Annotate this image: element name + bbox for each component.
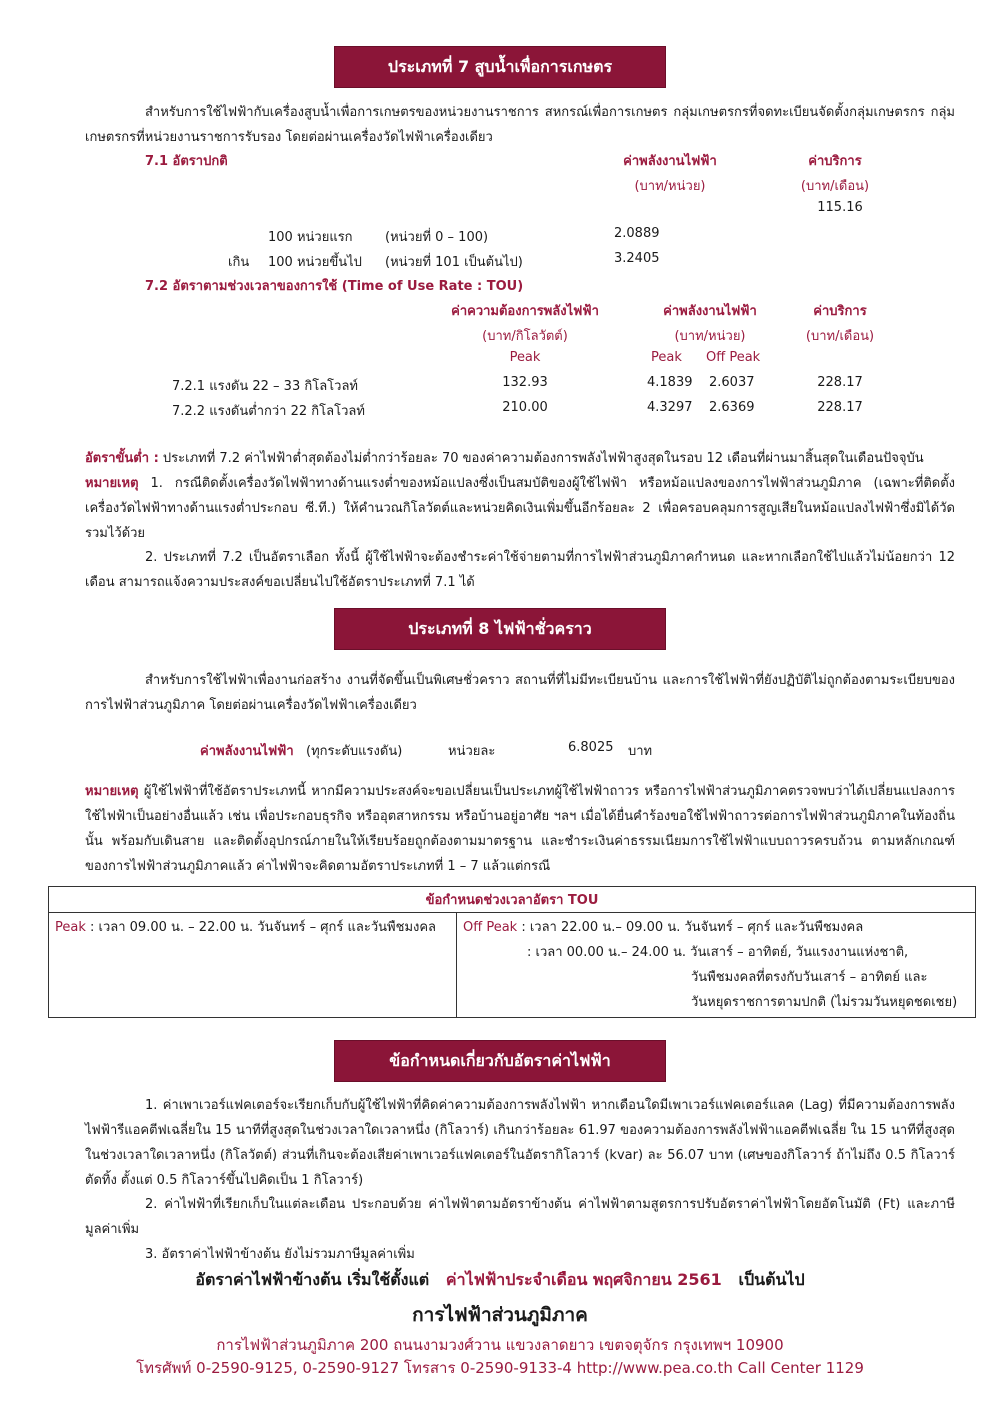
s72-row1-demand: 132.93: [502, 375, 548, 390]
footer-org: การไฟฟ้าส่วนภูมิภาค: [412, 1304, 588, 1326]
type8-note-label: หมายเหตุ: [85, 784, 139, 799]
s72-row1-offpeak: 2.6037: [709, 375, 755, 390]
tou-peak-cell: [49, 913, 457, 1018]
type8-intro: สำหรับการใช้ไฟฟ้าเพื่องานก่อสร้าง งานที่จัดขึ้นเป็นพิเศษชั่วคราว สถานที่ที่ไม่มีทะเบียนบ้าน และการใช้ไฟฟ้าที่ยังปฏิบัติไม่ถูกต้องตามระเบียบของการไฟฟ้าส่วนภูมิภาค โดยต่อผ่านเครื่องวัดไฟฟ้าเครื่องเดียว: [85, 673, 955, 713]
s72-demand-header: ค่าความต้องการพลังไฟฟ้า: [451, 304, 599, 319]
tou-offpeak-line4: วันหยุดราชการตามปกติ (ไม่รวมวันหยุดชดเชย): [691, 995, 958, 1010]
min-rate-text: ประเภทที่ 7.2 ค่าไฟฟ้าต่ำสุดต้องไม่ต่ำกว่าร้อยละ 70 ของค่าความต้องการพลังไฟฟ้าสูงสุดในรอบ 12 เดือนที่ผ่านมาสิ้นสุดในเดือนปัจจุบัน: [158, 451, 924, 466]
s72-energy-unit: (บาท/หน่วย): [674, 329, 746, 344]
footer-address: การไฟฟ้าส่วนภูมิภาค 200 ถนนงามวงศ์วาน แขวงลาดยาว เขตจตุจักร กรุงเทพฯ 10900: [216, 1336, 784, 1354]
type7-min-rate: [85, 446, 955, 471]
tou-table: [48, 886, 976, 1018]
s72-demand-sub: Peak: [509, 350, 541, 365]
tou-offpeak-line3: วันพืชมงคลที่ตรงกับวันเสาร์ – อาทิตย์ และ: [691, 970, 928, 985]
type8-energy-scope: (ทุกระดับแรงดัน): [306, 744, 403, 759]
type8-energy-per: หน่วยละ: [448, 744, 496, 759]
type8-heading-banner: [334, 608, 666, 650]
type7-heading: ประเภทที่ 7 สูบน้ำเพื่อการเกษตร: [387, 56, 613, 76]
type7-heading-banner: [334, 46, 666, 88]
s72-service-unit: (บาท/เดือน): [805, 329, 875, 344]
s71-row2-range: (หน่วยที่ 101 เป็นต้นไป): [385, 255, 523, 270]
s71-row1-rate: 2.0889: [614, 226, 660, 241]
s71-row2-rate: 3.2405: [614, 251, 660, 266]
tou-offpeak-label: Off Peak: [463, 920, 518, 935]
s71-row2-label: 100 หน่วยขึ้นไป: [268, 255, 362, 270]
s72-row1-service: 228.17: [817, 375, 863, 390]
effective-line: [0, 1268, 1000, 1293]
type7-note2: 2. ประเภทที่ 7.2 เป็นอัตราเลือก ทั้งนี้ ผู้ใช้ไฟฟ้าจะต้องชำระค่าใช้จ่ายตามที่การไฟฟ้าส่วนภูมิภาคกำหนด และหากเลือกใช้ไปแล้วไม่น้อยกว่า 12 เดือน สามารถแจ้งความประสงค์ขอเปลี่ยนไปใช้อัตราประเภทที่ 7.1 ได้: [85, 550, 955, 590]
s71-row1-range: (หน่วยที่ 0 – 100): [385, 230, 489, 245]
s72-energy-header: ค่าพลังงานไฟฟ้า: [663, 304, 757, 319]
s72-demand-unit: (บาท/กิโลวัตต์): [482, 329, 568, 344]
s72-energy-sub-offpeak: Off Peak: [706, 350, 761, 365]
tou-peak-text: : เวลา 09.00 น. – 22.00 น. วันจันทร์ – ศุกร์ และวันพืชมงคล: [85, 920, 437, 935]
s72-row1-label: 7.2.1 แรงดัน 22 – 33 กิโลโวลท์: [172, 379, 358, 394]
terms-heading-banner: [334, 1040, 666, 1082]
s71-row2-prefix: เกิน: [228, 255, 250, 270]
terms-heading: ข้อกำหนดเกี่ยวกับอัตราค่าไฟฟ้า: [389, 1050, 611, 1070]
type8-energy-label: ค่าพลังงานไฟฟ้า: [200, 744, 294, 759]
type7-note-label: หมายเหตุ: [85, 476, 139, 491]
type8-note: [85, 779, 955, 879]
terms-item1: 1. ค่าเพาเวอร์แฟคเตอร์จะเรียกเก็บกับผู้ใช้ไฟฟ้าที่คิดค่าความต้องการพลังไฟฟ้า หากเดือนใดมีเพาเวอร์แฟคเตอร์แลค (Lag) ที่มีความต้องการพลังไฟฟ้ารีแอคตีฟเฉลี่ยใน 15 นาทีที่สูงสุดในช่วงเวลาใดเวลาหนึ่ง (กิโลวาร์) เกินกว่าร้อยละ 61.97 ของความต้องการพลังไฟฟ้าแอคตีฟเฉลี่ย ใน 15 นาทีที่สูงสุดในช่วงเวลาใดเวลาหนึ่ง (กิโลวัตต์) ส่วนที่เกินจะต้องเสียค่าเพาเวอร์แฟคเตอร์ในอัตรากิโลวาร์ (kvar) ละ 56.07 บาท (เศษของกิโลวาร์ ถ้าไม่ถึง 0.5 กิโลวาร์ตัดทิ้ง ตั้งแต่ 0.5 กิโลวาร์ขึ้นไปคิดเป็น 1 กิโลวาร์): [85, 1098, 955, 1188]
s72-service-header: ค่าบริการ: [813, 304, 867, 319]
footer-contact: โทรศัพท์ 0-2590-9125, 0-2590-9127 โทรสาร 0-2590-9133-4 http://www.pea.co.th Call Center 1129: [136, 1359, 864, 1377]
s72-row2-offpeak: 2.6369: [709, 400, 755, 415]
terms-item2: 2. ค่าไฟฟ้าที่เรียกเก็บในแต่ละเดือน ประกอบด้วย ค่าไฟฟ้าตามอัตราข้างต้น ค่าไฟฟ้าตามสูตรการปรับอัตราค่าไฟฟ้าโดยอัตโนมัติ (Ft) และภาษีมูลค่าเพิ่ม: [85, 1197, 955, 1237]
s71-energy-header: ค่าพลังงานไฟฟ้า: [623, 154, 717, 169]
type8-note-text: ผู้ใช้ไฟฟ้าที่ใช้อัตราประเภทนี้ หากมีความประสงค์จะขอเปลี่ยนเป็นประเภทผู้ใช้ไฟฟ้าถาวร หรือการไฟฟ้าส่วนภูมิภาคตรวจพบว่าได้เปลี่ยนแปลงการใช้ไฟฟ้าเป็นอย่างอื่นแล้ว เช่น เพื่อประกอบธุรกิจ หรืออุตสาหกรรม หรือบ้านอยู่อาศัย ฯลฯ เมื่อได้ยื่นคำร้องขอใช้ไฟฟ้าถาวรต่อการไฟฟ้าส่วนภูมิภาคในท้องถิ่นนั้น พร้อมกับเดินสาย และติดตั้งอุปกรณ์ภายในให้เรียบร้อยถูกต้องตามมาตรฐาน และชำระเงินค่าธรรมเนียมการใช้ไฟฟ้าแบบถาวรครบถ้วน ตามหลักเกณฑ์ของการไฟฟ้าส่วนภูมิภาคแล้ว ค่าไฟฟ้าจะคิดตามอัตราประเภทที่ 1 – 7 แล้วแต่กรณี: [85, 784, 955, 874]
type8-heading: ประเภทที่ 8 ไฟฟ้าชั่วคราว: [408, 618, 592, 638]
min-rate-label: อัตราขั้นต่ำ :: [85, 451, 159, 466]
type7-note1-text: 1. กรณีติดตั้งเครื่องวัดไฟฟ้าทางด้านแรงต่ำของหม้อแปลงซึ่งเป็นสมบัติของผู้ใช้ไฟฟ้า หรือหม้อแปลงของการไฟฟ้าส่วนภูมิภาค (เฉพาะที่ติดตั้งเครื่องวัดไฟฟ้าทางด้านแรงต่ำประกอบ ซี.ที.) ให้คำนวณกิโลวัตต์และหน่วยคิดเงินเพิ่มขึ้นอีกร้อยละ 2 เพื่อครอบคลุมการสูญเสียในหม้อแปลงไฟฟ้าซึ่งมิได้วัดรวมไว้ด้วย: [85, 476, 955, 541]
tou-table-title: ข้อกำหนดช่วงเวลาอัตรา TOU: [49, 887, 976, 913]
tou-offpeak-line1: : เวลา 22.00 น.– 09.00 น. วันจันทร์ – ศุกร์ และวันพืชมงคล: [517, 920, 864, 935]
s71-service-value: 115.16: [817, 200, 863, 215]
s71-service-header: ค่าบริการ: [808, 154, 862, 169]
s71-title: 7.1 อัตราปกติ: [145, 154, 228, 169]
s72-row2-demand: 210.00: [502, 400, 548, 415]
s72-row2-service: 228.17: [817, 400, 863, 415]
s72-row1-peak: 4.1839: [647, 375, 693, 390]
type8-energy-rate: 6.8025: [568, 740, 614, 755]
tou-offpeak-line2: : เวลา 00.00 น.– 24.00 น. วันเสาร์ – อาทิตย์, วันแรงงานแห่งชาติ,: [527, 945, 909, 960]
s72-row2-peak: 4.3297: [647, 400, 693, 415]
s71-energy-unit: (บาท/หน่วย): [634, 179, 706, 194]
effective-suffix: เป็นต้นไป: [738, 1270, 805, 1289]
type7-note1: [85, 471, 955, 546]
tou-peak-label: Peak: [55, 920, 86, 935]
effective-prefix: อัตราค่าไฟฟ้าข้างต้น เริ่มใช้ตั้งแต่: [195, 1270, 430, 1289]
s72-row2-label: 7.2.2 แรงดันต่ำกว่า 22 กิโลโวลท์: [172, 404, 365, 419]
effective-month: ค่าไฟฟ้าประจำเดือน พฤศจิกายน 2561: [445, 1270, 722, 1289]
s72-energy-sub-peak: Peak: [651, 350, 682, 365]
s71-service-unit: (บาท/เดือน): [800, 179, 870, 194]
terms-item3: 3. อัตราค่าไฟฟ้าข้างต้น ยังไม่รวมภาษีมูลค่าเพิ่ม: [145, 1247, 415, 1262]
type7-intro: สำหรับการใช้ไฟฟ้ากับเครื่องสูบน้ำเพื่อการเกษตรของหน่วยงานราชการ สหกรณ์เพื่อการเกษตร กลุ่มเกษตรกรที่จดทะเบียนจัดตั้งกลุ่มเกษตรกร กลุ่มเกษตรกรที่หน่วยงานราชการรับรอง โดยต่อผ่านเครื่องวัดไฟฟ้าเครื่องเดียว: [85, 105, 955, 145]
s71-row1-label: 100 หน่วยแรก: [268, 230, 353, 245]
tou-offpeak-cell: [457, 913, 976, 1018]
s72-title: 7.2 อัตราตามช่วงเวลาของการใช้ (Time of Use Rate : TOU): [145, 279, 524, 294]
type8-energy-currency: บาท: [628, 744, 653, 759]
